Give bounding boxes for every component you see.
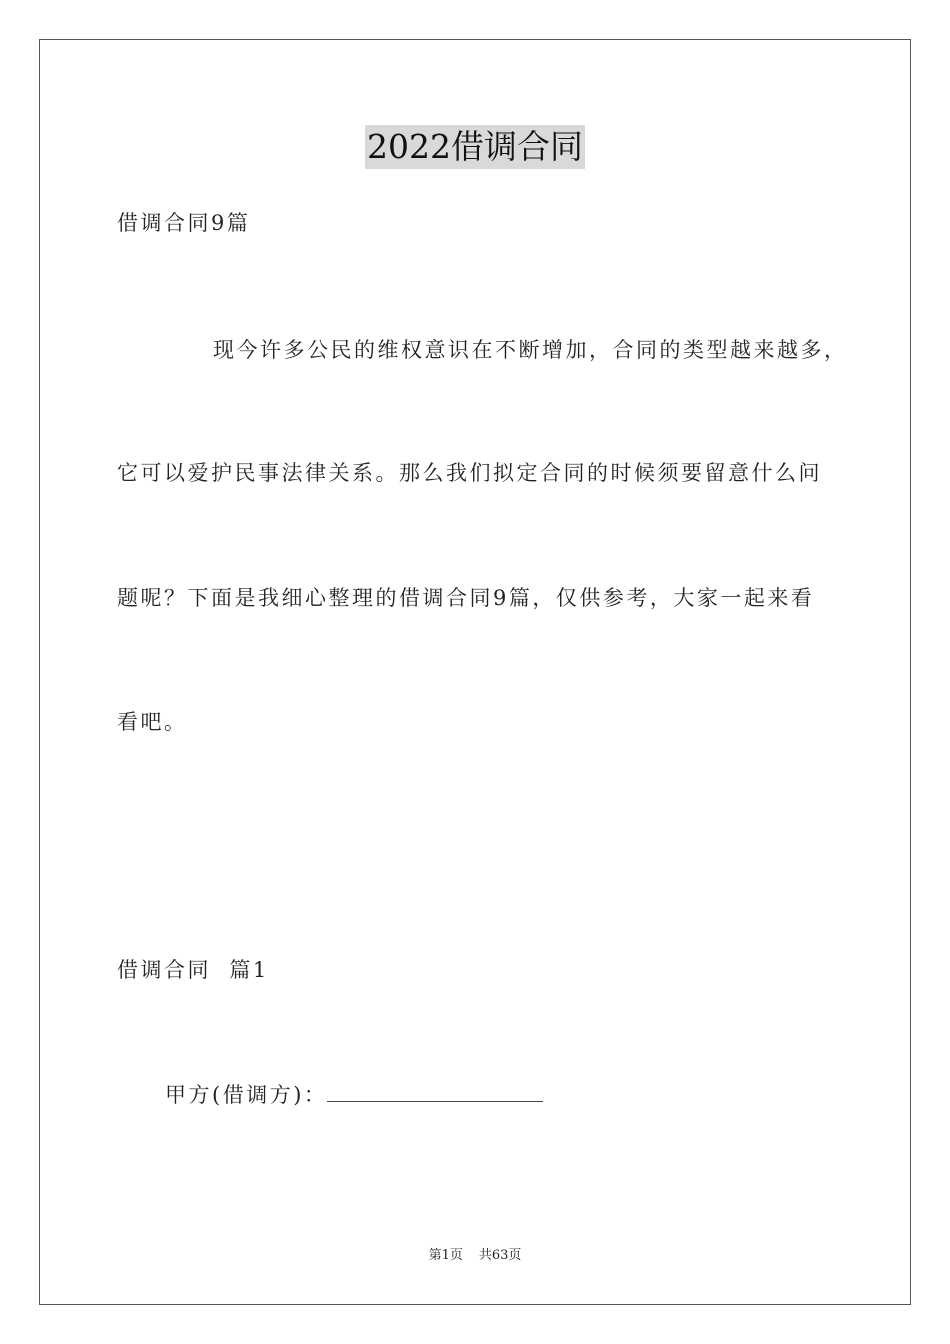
intro-line-4: 看吧。 [117, 710, 188, 734]
party-a-label: 甲方(借调方)： [165, 1083, 328, 1107]
page-total: 共63页 [478, 1248, 522, 1263]
page-number: 第1页 [428, 1248, 463, 1263]
party-a-row [165, 1080, 543, 1110]
intro-line-3: 题呢？下面是我细心整理的借调合同9篇，仅供参考，大家一起来看 [117, 586, 815, 610]
intro-line-1: 现今许多公民的维权意识在不断增加，合同的类型越来越多， [213, 338, 848, 362]
section-heading: 借调合同 篇1 [117, 958, 269, 982]
party-a-blank-line [327, 1083, 543, 1102]
page-footer [0, 1246, 950, 1266]
document-subtitle: 借调合同9篇 [117, 211, 251, 235]
intro-line-2: 它可以爱护民事法律关系。那么我们拟定合同的时候须要留意什么问 [117, 461, 822, 485]
document-title: 2022借调合同 [365, 125, 585, 169]
document-title-wrapper [0, 125, 950, 169]
